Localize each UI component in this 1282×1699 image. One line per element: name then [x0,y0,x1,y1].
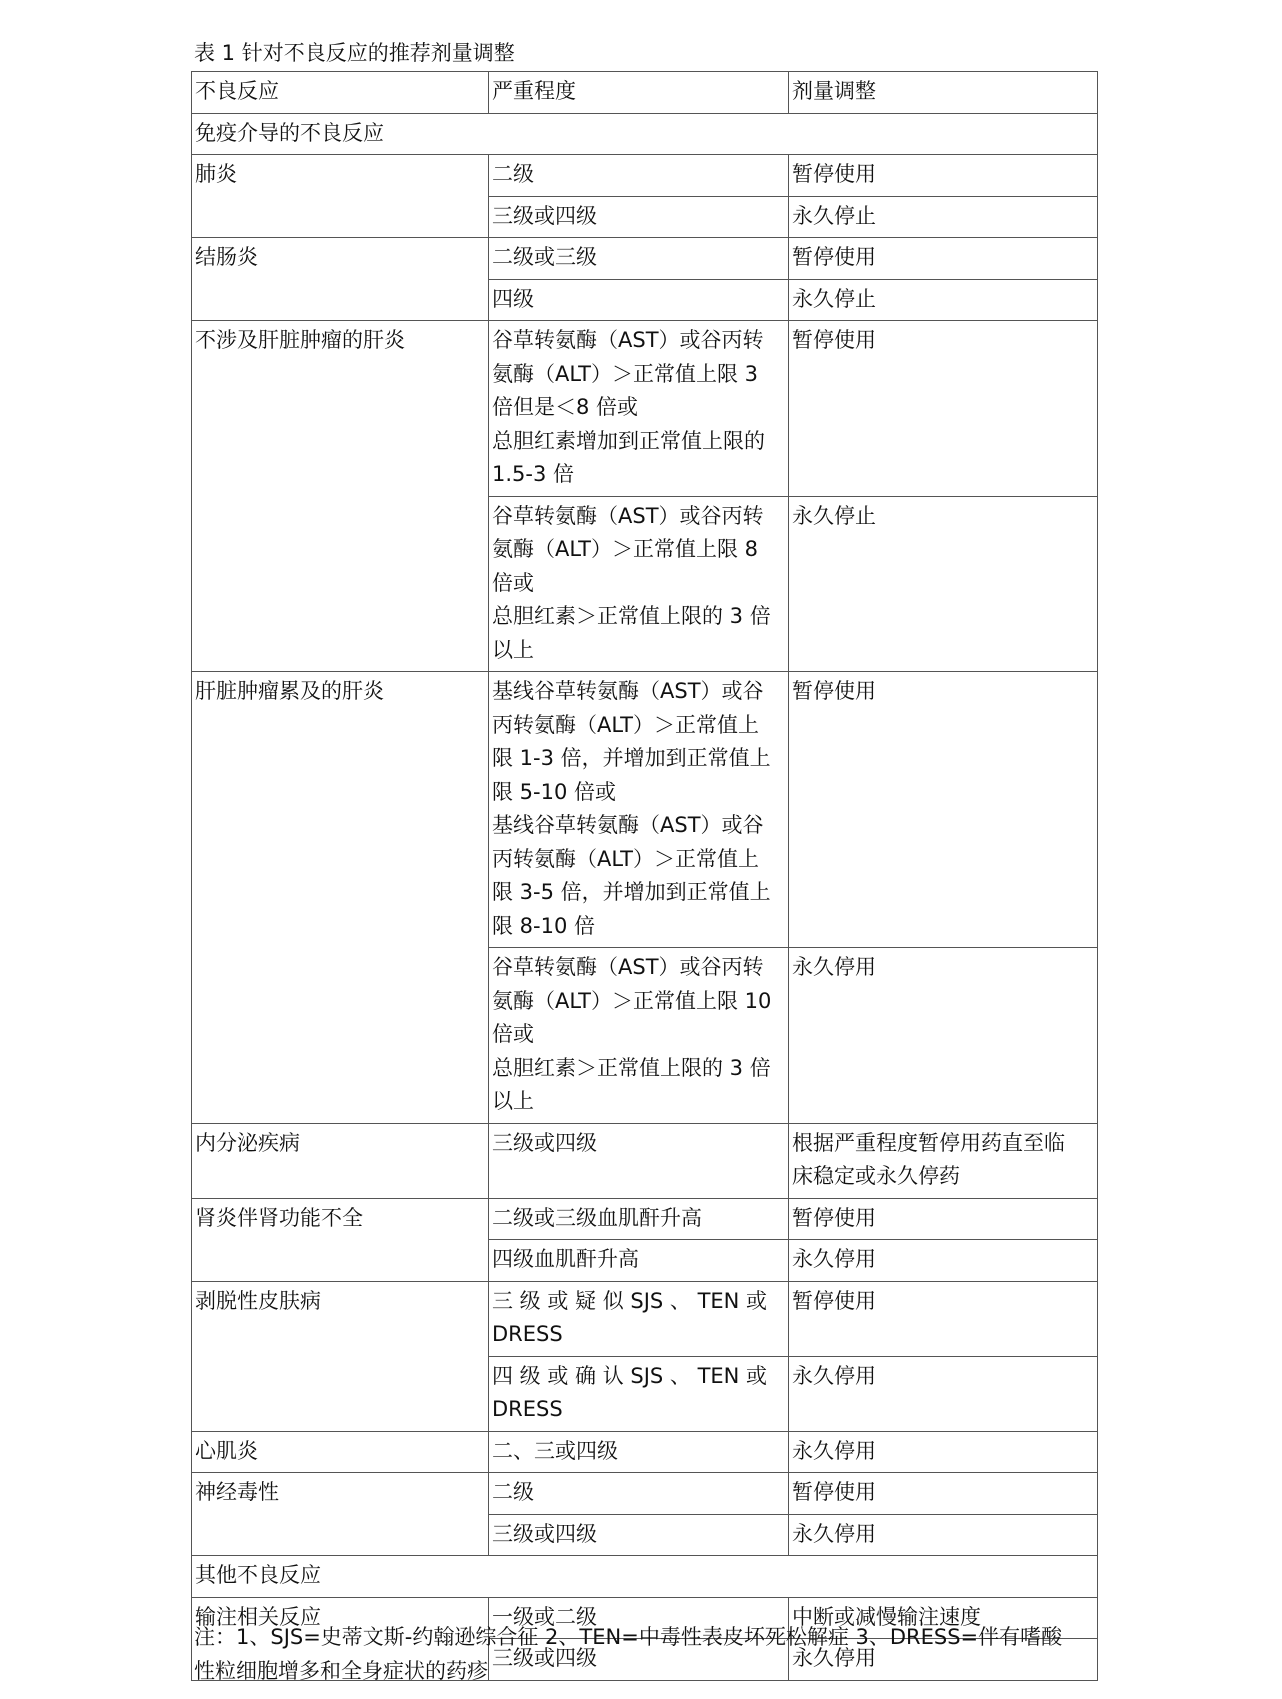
severity-cell [489,672,789,948]
text-line: 1.5-3 倍 [492,462,575,486]
dose-adjustment-table [191,71,1098,1681]
table-row [192,238,1098,280]
reaction-name: 内分泌疾病 [192,1123,489,1198]
severity-cell: 三级或四级 [489,196,789,238]
text-line: 倍但是＜8 倍或 [492,395,639,419]
action-cell: 暂停使用 [789,321,1098,497]
severity-cell [489,1356,789,1431]
text-line: 限 3-5 倍，并增加到正常值上 [492,880,771,904]
table-row [192,1198,1098,1240]
severity-cell: 二级 [489,1473,789,1515]
table-row [192,1281,1098,1356]
reaction-name: 肺炎 [192,155,489,238]
text-line: 床稳定或永久停药 [792,1164,960,1188]
reaction-name: 剥脱性皮肤病 [192,1281,489,1431]
severity-cell: 二级或三级血肌酐升高 [489,1198,789,1240]
text-line: 以上 [492,637,534,662]
table-row [192,321,1098,497]
text-line: 氨酶（ALT）＞正常值上限 10 [492,988,772,1013]
reaction-name: 结肠炎 [192,238,489,321]
text-line: 总胆红素＞正常值上限的 3 倍 [492,604,771,628]
severity-cell: 四级 [489,279,789,321]
severity-cell: 三级或四级 [489,1514,789,1556]
text-line: 限 1-3 倍，并增加到正常值上 [492,746,771,770]
action-cell: 永久停止 [789,196,1098,238]
table-footnote [194,1620,1094,1688]
text-line: 氨酶（ALT）＞正常值上限 8 [492,537,759,561]
table-caption: 表 1 针对不良反应的推荐剂量调整 [194,41,515,65]
table-row [192,1473,1098,1515]
action-cell: 永久停止 [789,279,1098,321]
table-row [192,672,1098,948]
text-line: 基线谷草转氨酶（AST）或谷 [492,679,764,703]
action-cell: 永久停用 [789,1431,1098,1473]
text-line: 总胆红素增加到正常值上限的 [492,428,765,453]
text-line: 以上 [492,1089,534,1113]
reaction-name: 心肌炎 [192,1431,489,1473]
severity-cell [489,321,789,497]
action-cell: 永久停用 [789,1639,1098,1681]
severity-cell: 二级 [489,155,789,197]
action-cell: 永久停用 [789,1514,1098,1556]
text-line: 丙转氨酶（ALT）＞正常值上 [492,846,760,871]
text-line: 倍或 [492,570,534,595]
reaction-name: 神经毒性 [192,1473,489,1556]
action-cell: 暂停使用 [789,238,1098,280]
severity-cell: 一级或二级 [489,1597,789,1639]
reaction-name: 不涉及肝脏肿瘤的肝炎 [192,321,489,672]
action-cell: 永久停用 [789,948,1098,1124]
reaction-name: 肝脏肿瘤累及的肝炎 [192,672,489,1124]
action-cell: 暂停使用 [789,1473,1098,1515]
header-dose-adjustment: 剂量调整 [789,72,1098,114]
severity-cell: 二级或三级 [489,238,789,280]
text-line: 谷草转氨酶（AST）或谷丙转 [492,955,764,979]
severity-cell: 三级或四级 [489,1123,789,1198]
action-cell: 永久停用 [789,1240,1098,1282]
text-line: DRESS [492,1397,563,1421]
text-line: 氨酶（ALT）＞正常值上限 3 [492,361,759,386]
action-cell: 永久停用 [789,1356,1098,1431]
section-row [192,113,1098,155]
text-line: DRESS [492,1322,563,1346]
section-row [192,1556,1098,1598]
text-line: 丙转氨酶（ALT）＞正常值上 [492,712,760,737]
text-line: 限 8-10 倍 [492,913,596,938]
text-line: 注：1、SJS=史蒂文斯-约翰逊综合征 2、TEN=中毒性表皮坏死松解症 3、DRESS=伴有嗜酸 [194,1625,1063,1649]
text-line: 总胆红素＞正常值上限的 3 倍 [492,1055,771,1080]
text-line: 三 级 或 疑 似 SJS 、 TEN 或 [492,1288,768,1313]
reaction-name: 肾炎伴肾功能不全 [192,1198,489,1281]
section-other-reactions: 其他不良反应 [192,1556,1098,1598]
severity-cell: 四级血肌酐升高 [489,1240,789,1282]
text-line: 基线谷草转氨酶（AST）或谷 [492,813,764,837]
severity-cell [489,1281,789,1356]
table-header-row [192,72,1098,114]
table-row [192,155,1098,197]
text-line: 四 级 或 确 认 SJS 、 TEN 或 [492,1363,768,1388]
severity-cell: 三级或四级 [489,1639,789,1681]
text-line: 限 5-10 倍或 [492,779,617,804]
action-cell: 暂停使用 [789,672,1098,948]
text-line: 谷草转氨酶（AST）或谷丙转 [492,328,764,352]
text-line: 谷草转氨酶（AST）或谷丙转 [492,503,764,528]
text-line: 性粒细胞增多和全身症状的药疹 [194,1659,488,1683]
text-line: 根据严重程度暂停用药直至临 [792,1130,1065,1155]
action-cell: 暂停使用 [789,1198,1098,1240]
severity-cell [489,948,789,1124]
severity-cell [489,496,789,672]
action-cell [789,1123,1098,1198]
reaction-name: 输注相关反应 [192,1597,489,1680]
action-cell: 中断或减慢输注速度 [789,1597,1098,1639]
severity-cell: 二、三或四级 [489,1431,789,1473]
text-line: 倍或 [492,1022,534,1046]
table-row [192,1123,1098,1198]
header-severity: 严重程度 [489,72,789,114]
action-cell: 永久停止 [789,496,1098,672]
action-cell: 暂停使用 [789,1281,1098,1356]
table-row [192,1431,1098,1473]
header-adverse-reaction: 不良反应 [192,72,489,114]
section-immune-mediated: 免疫介导的不良反应 [192,113,1098,155]
action-cell: 暂停使用 [789,155,1098,197]
